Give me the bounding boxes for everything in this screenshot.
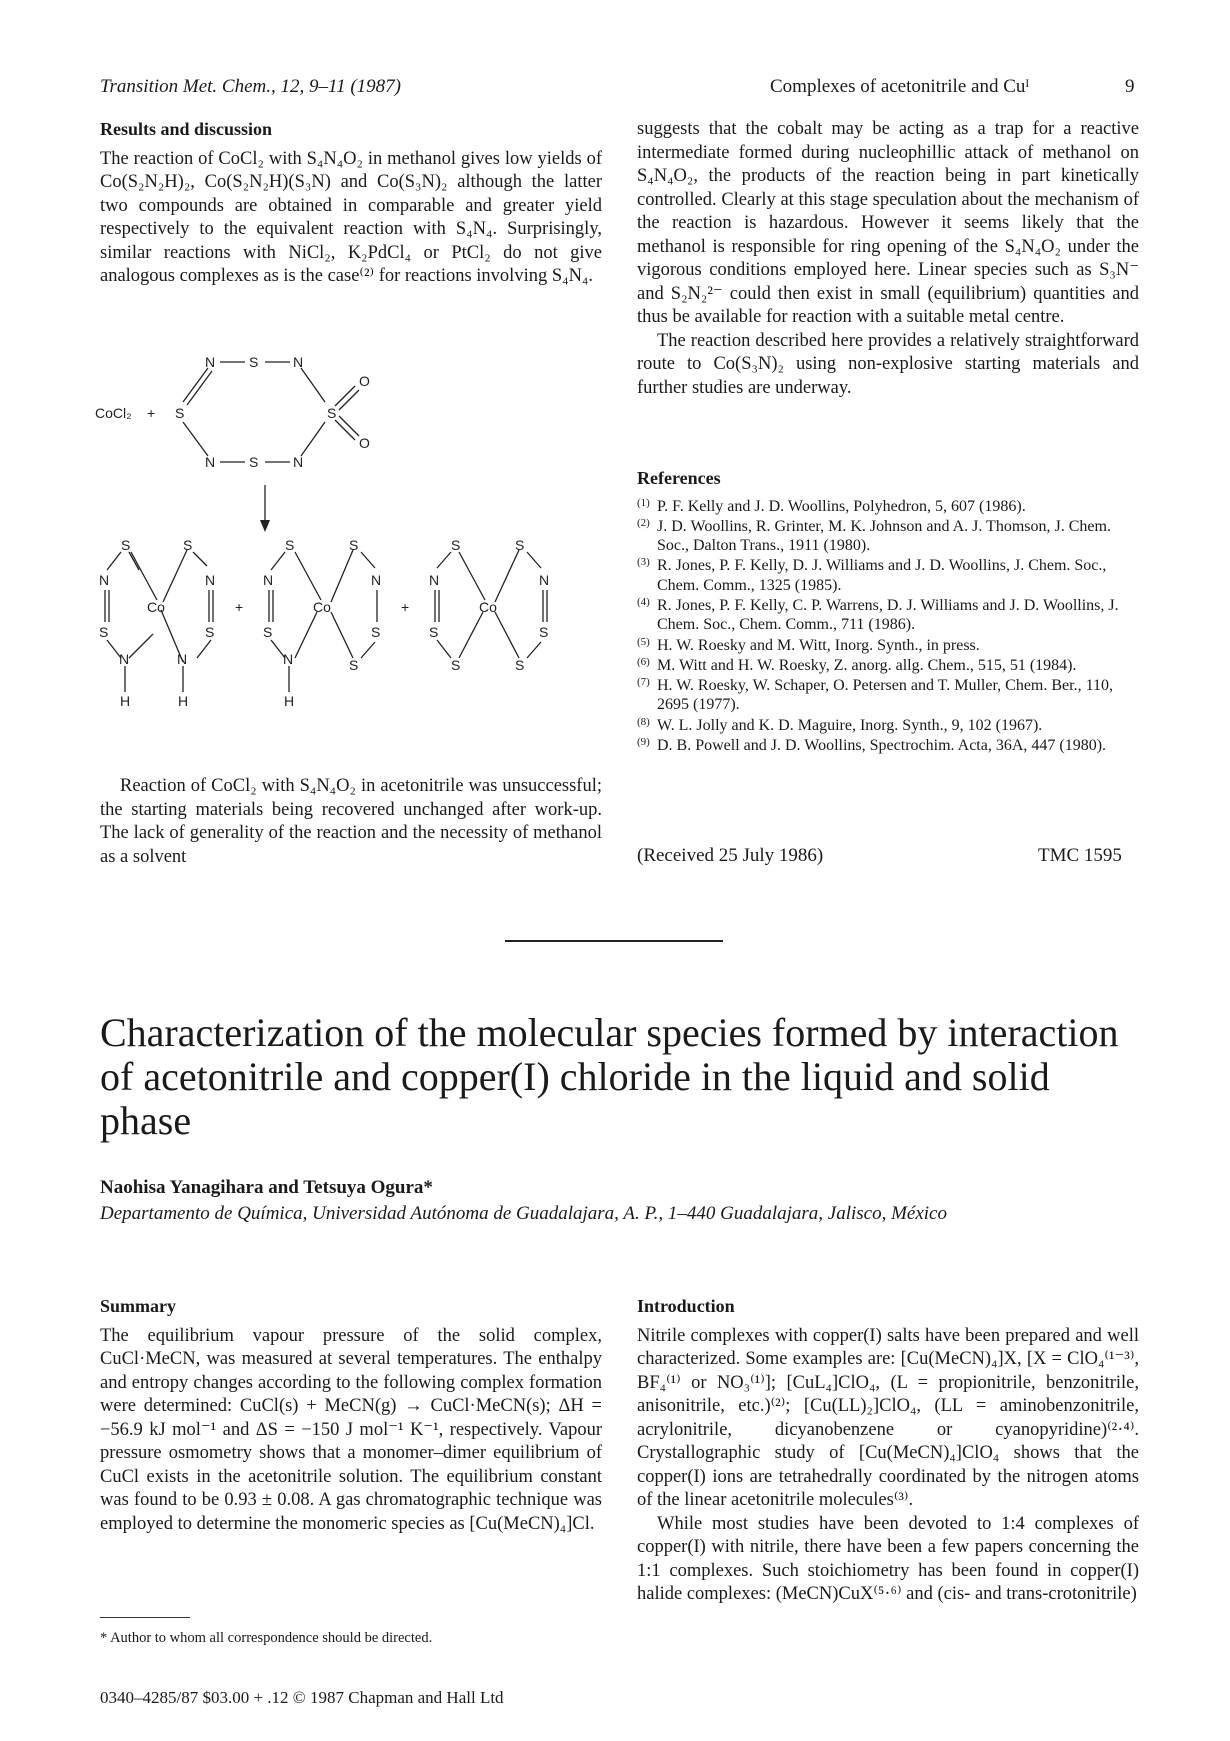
reaction-scheme xyxy=(95,340,615,760)
atom-s: S xyxy=(349,657,359,673)
atom-s: S xyxy=(451,537,461,553)
atom-n: N xyxy=(371,572,382,588)
atom-s: S xyxy=(285,537,295,553)
atom-s: S xyxy=(121,537,131,553)
atom-h: H xyxy=(120,693,131,709)
atom-co: Co xyxy=(479,599,497,615)
atom-n: N xyxy=(119,651,130,667)
footnote: * Author to whom all correspondence should be directed. xyxy=(100,1630,433,1646)
reference-text: W. L. Jolly and K. D. Maguire, Inorg. Synth., 9, 102 (1967). xyxy=(657,716,1043,734)
atom-co: Co xyxy=(147,599,165,615)
atom-s: S xyxy=(515,657,525,673)
atom-o: O xyxy=(359,373,370,389)
atom-n: N xyxy=(99,572,110,588)
reagent-label: CoCl₂ xyxy=(95,405,132,421)
reference-number: (8) xyxy=(637,715,650,728)
atom-s: S xyxy=(249,454,259,470)
reference-number: (7) xyxy=(637,676,650,689)
journal-citation: Transition Met. Chem., 12, 9–11 (1987) xyxy=(100,76,402,97)
results-paragraph-1: The reaction of CoCl₂ with S₄N₄O₂ in methanol gives low yields of Co(S₂N₂H)₂, Co(S₂N₂H)(S₃N) and Co(S₃N)₂ although the latter two compounds are obtained in comparable and greater yield respectively to the equivalent reaction with S₄N₄. Surprisingly, similar reactions with NiCl₂, K₂PdCl₄ or PtCl₂ do not give analogous complexes as is the case⁽²⁾ for reactions involving S₄N₄. xyxy=(100,148,602,286)
atom-s: S xyxy=(327,405,337,421)
atom-s: S xyxy=(371,624,381,640)
atom-s: S xyxy=(99,624,109,640)
introduction-heading: Introduction xyxy=(637,1296,735,1316)
article-title: Characterization of the molecular species formed by interaction of acetonitrile and copper(I) chloride in the liquid and solid phase xyxy=(100,1010,1119,1143)
running-title: Complexes of acetonitrile and Cuᴵ xyxy=(770,76,1030,97)
atom-n: N xyxy=(205,354,216,370)
reference-item xyxy=(637,556,1139,595)
article-divider xyxy=(505,940,723,942)
reference-number: (3) xyxy=(637,556,650,569)
introduction-paragraph-2: While most studies have been devoted to 1:4 complexes of copper(I) with nitrile, there have been a few papers concerning the 1:1 complexes. Such stoichiometry has been found in copper(I) halide complexes: (MeCN)CuX⁽⁵·⁶⁾ and (cis- and trans-crotonitrile) xyxy=(637,1513,1139,1604)
atom-n: N xyxy=(263,572,274,588)
introduction-paragraph-1: Nitrile complexes with copper(I) salts have been prepared and well characterized. Some examples are: [Cu(MeCN)₄]X, [X = ClO₄⁽¹⁻³⁾, BF₄⁽¹⁾ or NO₃⁽¹⁾]; [CuL₄]ClO₄, (L = propionitrile, benzonitrile, anisonitrile, etc.)⁽²⁾; [Cu(LL)₂]ClO₄, (LL = aminobenzonitrile, acrylonitrile, dicyanobenzene or cyanopyridine)⁽²·⁴⁾. Crystallographic study of [Cu(MeCN)₄]ClO₄ shows that the copper(I) ions are tetrahedrally coordinated by the nitrogen atoms of the linear acetonitrile molecules⁽³⁾. xyxy=(637,1325,1139,1510)
reference-number: (1) xyxy=(637,496,650,509)
plus-sign: + xyxy=(147,405,156,421)
summary-section xyxy=(100,1295,602,1536)
atom-n: N xyxy=(205,572,216,588)
atom-s: S xyxy=(175,405,185,421)
results-paragraph-2: Reaction of CoCl₂ with S₄N₄O₂ in acetonitrile was unsuccessful; the starting materials being recovered unchanged after work-up. The lack of generality of the reaction and the necessity of methanol as a solvent xyxy=(100,776,602,867)
atom-n: N xyxy=(429,572,440,588)
atom-s: S xyxy=(429,624,439,640)
atom-n: N xyxy=(539,572,550,588)
summary-text: The equilibrium vapour pressure of the solid complex, CuCl·MeCN, was measured at several temperatures. The enthalpy and entropy changes according to the following complex formation were determined: CuCl(s) + MeCN(g) → CuCl·MeCN(s); ΔH = −56.9 kJ mol⁻¹ and ΔS = −150 J mol⁻¹ K⁻¹, respectively. Vapour pressure osmometry shows that a monomer–dimer equilibrium of CuCl exists in the acetonitrile solution. The equilibrium constant was found to be 0.93 ± 0.08. A gas chromatographic technique was employed to determine the monomeric species as [Cu(MeCN)₄]Cl. xyxy=(100,1325,602,1534)
discussion-continued xyxy=(637,118,1139,400)
reference-item xyxy=(637,636,1139,655)
reference-number: (4) xyxy=(637,595,650,608)
plus-sign: + xyxy=(235,599,244,615)
reference-item xyxy=(637,676,1139,715)
atom-s: S xyxy=(263,624,273,640)
reference-text: R. Jones, P. F. Kelly, D. J. Williams and J. D. Woollins, J. Chem. Soc., Chem. Comm., 1325 (1985). xyxy=(657,557,1107,594)
reference-item xyxy=(637,497,1139,516)
introduction-section xyxy=(637,1295,1139,1607)
reference-list xyxy=(637,497,1139,756)
atom-s: S xyxy=(515,537,525,553)
atom-n: N xyxy=(293,354,304,370)
reference-text: H. W. Roesky and M. Witt, Inorg. Synth., in press. xyxy=(657,636,980,654)
atom-s: S xyxy=(349,537,359,553)
results-continued xyxy=(100,775,602,869)
reference-text: D. B. Powell and J. D. Woollins, Spectrochim. Acta, 36A, 447 (1980). xyxy=(657,737,1107,755)
reference-text: J. D. Woollins, R. Grinter, M. K. Johnson and A. J. Thomson, J. Chem. Soc., Dalton Trans., 1911 (1980). xyxy=(657,517,1111,555)
atom-s: S xyxy=(249,354,259,370)
references-section xyxy=(637,467,1139,756)
plus-sign: + xyxy=(401,599,410,615)
reference-text: M. Witt and H. W. Roesky, Z. anorg. allg. Chem., 515, 51 (1984). xyxy=(657,656,1077,674)
atom-s: S xyxy=(451,657,461,673)
reference-text: P. F. Kelly and J. D. Woollins, Polyhedron, 5, 607 (1986). xyxy=(657,497,1026,515)
atom-o: O xyxy=(359,435,370,451)
atom-h: H xyxy=(284,693,295,709)
summary-heading: Summary xyxy=(100,1296,176,1316)
article-authors: Naohisa Yanagihara and Tetsuya Ogura* xyxy=(100,1177,433,1198)
reference-number: (5) xyxy=(637,635,650,648)
atom-s: S xyxy=(183,537,193,553)
references-heading: References xyxy=(637,468,721,488)
reference-text: R. Jones, P. F. Kelly, C. P. Warrens, D. J. Williams and J. D. Woollins, J. Chem. Soc., Chem. Comm., 711 (1986). xyxy=(657,596,1119,634)
reference-item xyxy=(637,517,1139,556)
results-section xyxy=(100,118,602,289)
reference-number: (9) xyxy=(637,736,650,749)
atom-h: H xyxy=(178,693,189,709)
reference-item xyxy=(637,736,1139,755)
copyright-line: 0340–4285/87 $03.00 + .12 © 1987 Chapman and Hall Ltd xyxy=(100,1688,504,1707)
received-date: (Received 25 July 1986) xyxy=(637,845,824,866)
reference-number: (6) xyxy=(637,655,650,668)
reference-item xyxy=(637,656,1139,675)
atom-s: S xyxy=(539,624,549,640)
article-affiliation: Departamento de Química, Universidad Autónoma de Guadalajara, A. P., 1–440 Guadalajara, Jalisco, México xyxy=(100,1203,947,1224)
atom-n: N xyxy=(283,651,294,667)
page-number: 9 xyxy=(1125,76,1135,97)
reference-text: H. W. Roesky, W. Schaper, O. Petersen and T. Muller, Chem. Ber., 110, 2695 (1977). xyxy=(657,677,1113,714)
results-paragraph-4: The reaction described here provides a relatively straightforward route to Co(S₃N)₂ using non-explosive starting materials and further studies are underway. xyxy=(637,330,1139,398)
results-paragraph-3: suggests that the cobalt may be acting as a trap for a reactive intermediate formed during nucleophillic attack of methanol on S₄N₄O₂, the products of the reaction being in part kinetically controlled. Clearly at this stage speculation about the mechanism of the reaction is hazardous. However it seems likely that the methanol is responsible for ring opening of the S₄N₄O₂ under the vigorous conditions employed here. Linear species such as S₃N⁻ and S₂N₂²⁻ could then exist in small (equilibrium) quantities and thus be available for reaction with a suitable metal centre. xyxy=(637,119,1139,327)
footnote-rule xyxy=(100,1617,190,1618)
tmc-number: TMC 1595 xyxy=(1038,845,1122,866)
reference-number: (2) xyxy=(637,516,650,529)
reference-item xyxy=(637,716,1139,735)
reference-item xyxy=(637,596,1139,635)
atom-n: N xyxy=(177,651,188,667)
atom-n: N xyxy=(205,454,216,470)
results-heading: Results and discussion xyxy=(100,119,273,139)
atom-s: S xyxy=(205,624,215,640)
atom-co: Co xyxy=(313,599,331,615)
atom-n: N xyxy=(293,454,304,470)
